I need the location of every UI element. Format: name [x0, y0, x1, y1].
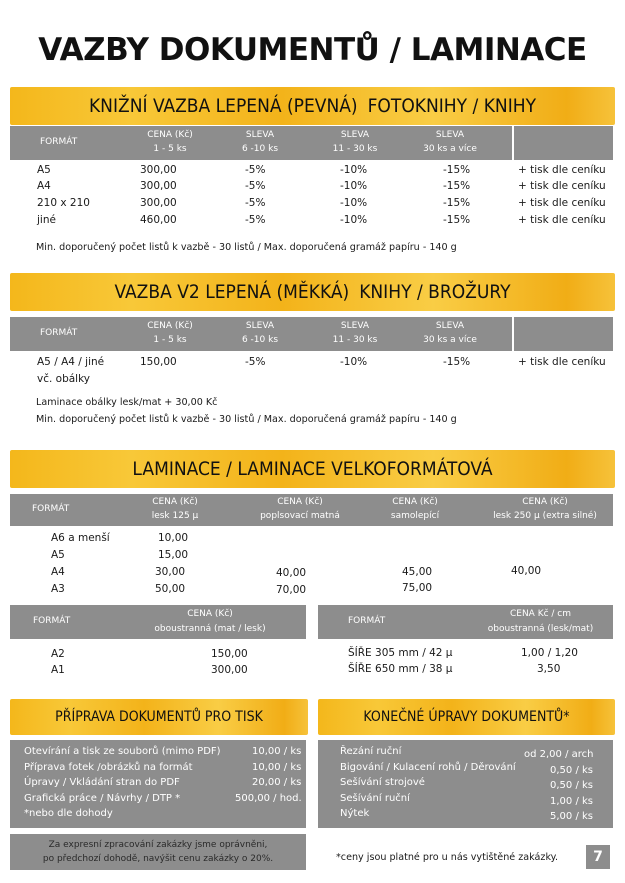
header-format: FORMÁT — [40, 328, 78, 338]
header-discount-3-qty: 30 ks a více — [423, 144, 477, 154]
header-price-qty: 1 - 5 ks — [153, 335, 187, 345]
table-cell: 10,00 — [158, 532, 189, 544]
table-cell: + tisk dle ceníku — [518, 180, 606, 192]
section2-title-sub: KNIHY / BROŽURY — [359, 281, 511, 303]
header-discount-1-qty: 6 -10 ks — [241, 335, 279, 345]
table-cell: 150,00 — [140, 356, 177, 368]
header-price-adhesive: CENA (Kč) — [392, 497, 438, 507]
table-cell: -10% — [340, 164, 368, 176]
list-item: Bigování / Kulacení rohů / Děrování 0,50 / ks — [340, 761, 593, 776]
header-discount-1: SLEVA — [245, 321, 275, 331]
header-price-sub: oboustranná (lesk/mat) — [487, 624, 594, 634]
table-cell: -5% — [245, 180, 266, 192]
table-cell: A4 — [51, 566, 65, 578]
header-price-gloss: CENA (Kč) — [152, 497, 198, 507]
header-discount-1-qty: 6 -10 ks — [241, 144, 279, 154]
table-cell: 1,00 / 1,20 — [521, 647, 578, 659]
header-price-gloss-sub: lesk 125 μ — [151, 511, 199, 521]
table-cell: -5% — [245, 356, 266, 368]
list-item: Grafická práce / Návrhy / DTP * 500,00 / hod. — [24, 792, 302, 804]
list-item: Otevírání a tisk ze souborů (mimo PDF) 10,00 / ks — [24, 746, 302, 757]
table-cell: 300,00 — [211, 664, 248, 676]
list-item: Sešívání ruční 1,00 / ks — [340, 792, 593, 807]
header-price-extra-sub: lesk 250 μ (extra silné) — [493, 511, 597, 521]
table-cell: -15% — [443, 356, 471, 368]
header-format: FORMÁT — [33, 616, 71, 626]
header-format: FORMÁT — [348, 616, 386, 626]
header-price: CENA Kč / cm — [509, 609, 572, 619]
roll-lamination-table-header — [318, 605, 613, 639]
header-price: CENA (Kč) — [147, 130, 193, 140]
page-number: 7 — [586, 845, 610, 869]
section3-table-header — [10, 494, 613, 526]
table-cell: 460,00 — [140, 214, 177, 226]
express-note-line2: po předchozí dohodě, navýšit cenu zakázky o 20%. — [42, 854, 274, 864]
express-note-line1: Za expresní zpracování zakázky jsme oprávněni, — [48, 840, 268, 850]
section2-note: Min. doporučený počet listů k vazbě - 30 listů / Max. doporučená gramáž papíru - 140 g — [36, 414, 457, 425]
section1-note: Min. doporučený počet listů k vazbě - 30 listů / Max. doporučená gramáž papíru - 140 g — [36, 242, 457, 253]
header-format: FORMÁT — [32, 504, 70, 514]
table-cell: -15% — [443, 214, 471, 226]
section1-banner — [10, 87, 615, 125]
table-cell: 50,00 — [155, 583, 186, 595]
table-cell: -5% — [245, 197, 266, 209]
header-price-matte-sub: poplsovací matná — [260, 511, 340, 521]
header-price-extra: CENA (Kč) — [522, 497, 568, 507]
table-cell: 40,00 — [511, 565, 542, 577]
page-title: VAZBY DOKUMENTŮ / LAMINACE — [38, 32, 587, 68]
section2-banner — [10, 273, 615, 311]
table-cell: -10% — [340, 356, 368, 368]
table-cell: vč. obálky — [37, 373, 91, 385]
section4-list — [10, 740, 306, 828]
section1-table-header — [10, 126, 613, 160]
table-cell: -10% — [340, 197, 368, 209]
table-cell: 70,00 — [276, 584, 307, 596]
table-cell: + tisk dle ceníku — [518, 214, 606, 226]
header-price: CENA (Kč) — [147, 321, 193, 331]
table-cell: 300,00 — [140, 180, 177, 192]
table-cell: 75,00 — [402, 582, 433, 594]
table-cell: 210 x 210 — [37, 197, 90, 209]
header-format: FORMÁT — [40, 137, 78, 147]
section4-banner — [10, 699, 308, 735]
table-cell: jiné — [37, 214, 56, 226]
list-item: Příprava fotek /obrázků na formát 10,00 / ks — [24, 761, 302, 773]
table-cell: 40,00 — [276, 567, 307, 579]
header-discount-2: SLEVA — [340, 321, 370, 331]
header-discount-3: SLEVA — [435, 321, 465, 331]
header-price-matte: CENA (Kč) — [277, 497, 323, 507]
header-price-adhesive-sub: samolepící — [390, 511, 440, 521]
table-cell: -15% — [443, 197, 471, 209]
header-discount-3-qty: 30 ks a více — [423, 335, 477, 345]
table-cell: A4 — [37, 180, 51, 192]
table-cell: -5% — [245, 164, 266, 176]
header-discount-3: SLEVA — [435, 130, 465, 140]
section5-footnote: *ceny jsou platné pro u nás vytištěné zakázky. — [336, 852, 559, 863]
section1-title-main: KNIŽNÍ VAZBA LEPENÁ (PEVNÁ) — [88, 95, 358, 117]
section5-title: KONEČNÉ ÚPRAVY DOKUMENTŮ* — [363, 709, 570, 725]
section1-title-sub: FOTOKNIHY / KNIHY — [367, 95, 537, 117]
section3-title: LAMINACE / LAMINACE VELKOFORMÁTOVÁ — [132, 458, 493, 480]
header-price-sub: oboustranná (mat / lesk) — [154, 624, 266, 634]
table-cell: ŠÍŘE 305 mm / 42 μ — [348, 647, 453, 659]
table-cell: 15,00 — [158, 549, 189, 561]
table-cell: A6 a menší — [51, 532, 110, 544]
section2-table-header — [10, 317, 613, 351]
table-cell: + tisk dle ceníku — [518, 164, 606, 176]
header-discount-2-qty: 11 - 30 ks — [332, 144, 378, 154]
table-cell: 3,50 — [537, 663, 561, 675]
list-item: Sešívání strojové 0,50 / ks — [340, 777, 593, 791]
section2-note-lamination: Laminace obálky lesk/mat + 30,00 Kč — [36, 397, 218, 408]
table-cell: + tisk dle ceníku — [518, 197, 606, 209]
table-cell: -15% — [443, 180, 471, 192]
header-discount-2-qty: 11 - 30 ks — [332, 335, 378, 345]
header-discount-1: SLEVA — [245, 130, 275, 140]
table-cell: ŠÍŘE 650 mm / 38 μ — [348, 663, 453, 675]
table-cell: -15% — [443, 164, 471, 176]
list-item: *nebo dle dohody — [24, 808, 113, 819]
header-price: CENA (Kč) — [187, 609, 233, 619]
table-cell: 300,00 — [140, 197, 177, 209]
section5-banner — [318, 699, 615, 735]
section5-list — [318, 740, 613, 828]
table-cell: -10% — [340, 214, 368, 226]
section4-title: PŘÍPRAVA DOKUMENTŮ PRO TISK — [55, 709, 263, 725]
table-cell: A5 / A4 / jiné — [37, 356, 105, 368]
section2-title-main: VAZBA V2 LEPENÁ (MĚKKÁ) — [114, 281, 350, 303]
list-item: Řezání ruční od 2,00 / arch — [340, 746, 594, 760]
section3-banner — [10, 450, 615, 488]
list-item: Úpravy / Vkládání stran do PDF 20,00 / ks — [24, 777, 302, 788]
table-cell: 150,00 — [211, 648, 248, 660]
table-cell: A2 — [51, 648, 65, 660]
table-cell: A5 — [37, 164, 51, 176]
table-cell: -5% — [245, 214, 266, 226]
table-cell: + tisk dle ceníku — [518, 356, 606, 368]
express-note — [10, 834, 306, 870]
table-cell: A3 — [51, 583, 65, 595]
table-cell: 45,00 — [402, 566, 433, 578]
header-price-qty: 1 - 5 ks — [153, 144, 187, 154]
table-cell: -10% — [340, 180, 368, 192]
list-item: Nýtek 5,00 / ks — [340, 808, 593, 822]
header-discount-2: SLEVA — [340, 130, 370, 140]
table-cell: A1 — [51, 664, 65, 676]
large-format-table-header — [10, 605, 306, 639]
table-cell: 30,00 — [155, 566, 186, 578]
table-cell: A5 — [51, 549, 65, 561]
table-cell: 300,00 — [140, 164, 177, 176]
